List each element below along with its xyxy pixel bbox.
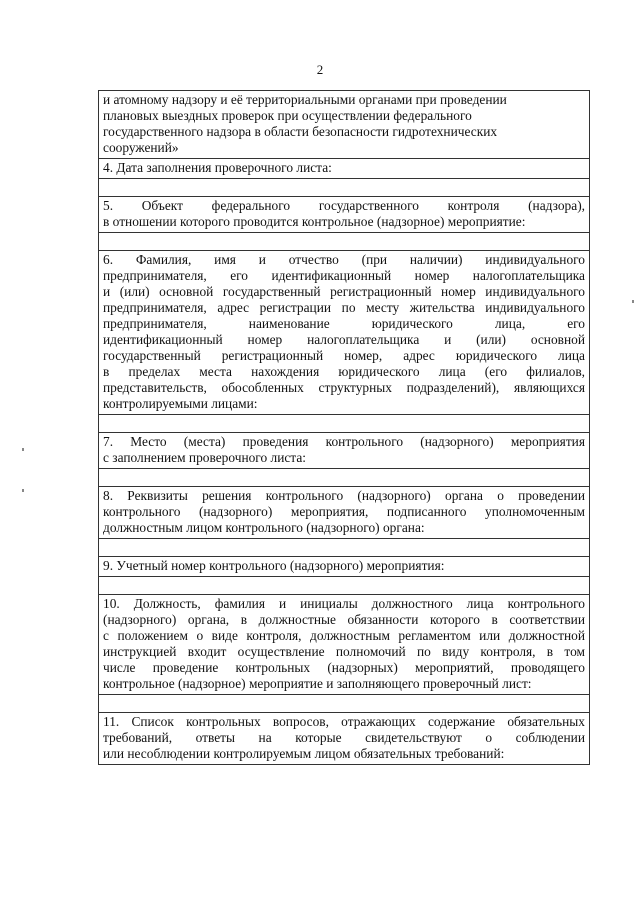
text-line: 9. Учетный номер контрольного (надзорного) мероприятия: xyxy=(103,558,445,573)
scan-mark xyxy=(22,489,24,492)
text-line: и атомному надзору и её территориальными органами при проведении xyxy=(103,92,507,107)
text-line: 4. Дата заполнения проверочного листа: xyxy=(103,160,332,175)
text-line: идентификационный номер налогоплательщика и (или) основной xyxy=(103,332,585,347)
row-9-answer-field[interactable] xyxy=(99,577,589,595)
text-line: предпринимателя, наименование юридического лица, его xyxy=(103,316,585,331)
text-line: с положением о виде контроля, должностным регламентом или должностной xyxy=(103,628,585,643)
row-7-answer-field[interactable] xyxy=(99,469,589,487)
row-10-answer-field[interactable] xyxy=(99,695,589,713)
text-line: контрольное (надзорное) мероприятие и заполняющего проверочный лист: xyxy=(103,676,532,691)
text-line: (надзорного) органа, в должностные обязанности которого в соответствии xyxy=(103,612,585,627)
text-line: 10. Должность, фамилия и инициалы должностного лица контрольного xyxy=(103,596,585,611)
text-line: 8. Реквизиты решения контрольного (надзорного) органа о проведении xyxy=(103,488,585,503)
text-line: в отношении которого проводится контрольное (надзорное) мероприятие: xyxy=(103,214,526,229)
row-4-answer-field[interactable] xyxy=(99,179,589,197)
text-line: контролируемыми лицами: xyxy=(103,396,258,411)
row-6-controlled-person xyxy=(99,251,589,415)
row-6-answer-field[interactable] xyxy=(99,415,589,433)
row-9-registration-number xyxy=(99,557,589,577)
text-line: или несоблюдении контролируемым лицом обязательных требований: xyxy=(103,746,505,761)
text-line: государственного надзора в области безопасности гидротехнических xyxy=(103,124,498,139)
checklist-table xyxy=(98,90,590,765)
row-10-official xyxy=(99,595,589,695)
text-line: 5. Объект федерального государственного контроля (надзора), xyxy=(103,198,585,213)
text-line: сооружений» xyxy=(103,140,179,155)
text-line: представительств, обособленных структурных подразделений), являющихся xyxy=(103,380,585,395)
row-8-answer-field[interactable] xyxy=(99,539,589,557)
text-line: инструкцией входит осуществление полномочий по виду контроля, в том xyxy=(103,644,585,659)
text-line: 11. Список контрольных вопросов, отражающих содержание обязательных xyxy=(103,714,585,729)
scan-mark xyxy=(22,448,24,451)
row-4-date xyxy=(99,159,589,179)
text-line: 6. Фамилия, имя и отчество (при наличии) индивидуального xyxy=(103,252,585,267)
scan-mark xyxy=(632,300,634,303)
row-7-place xyxy=(99,433,589,469)
text-line: требований, ответы на которые свидетельствуют о соблюдении xyxy=(103,730,585,745)
text-line: в пределах места нахождения юридического лица (его филиалов, xyxy=(103,364,585,379)
row-5-answer-field[interactable] xyxy=(99,233,589,251)
text-line: государственный регистрационный номер, адрес юридического лица xyxy=(103,348,585,363)
text-line: предпринимателя, адрес регистрации по месту жительства индивидуального xyxy=(103,300,585,315)
text-line: и (или) основной государственный регистрационный номер индивидуального xyxy=(103,284,585,299)
text-line: 7. Место (места) проведения контрольного (надзорного) мероприятия xyxy=(103,434,585,449)
text-line: должностным лицом контрольного (надзорного) органа: xyxy=(103,520,425,535)
text-line: предпринимателя, его идентификационный номер налогоплательщика xyxy=(103,268,585,283)
text-line: с заполнением проверочного листа: xyxy=(103,450,306,465)
row-8-decision-details xyxy=(99,487,589,539)
row-header-continuation xyxy=(99,91,589,159)
page-number: 2 xyxy=(316,62,324,77)
row-11-questions-list xyxy=(99,713,589,765)
text-line: числе проведение контрольных (надзорных) мероприятий, проводящего xyxy=(103,660,585,675)
text-line: контрольного (надзорного) мероприятия, подписанного уполномоченным xyxy=(103,504,585,519)
text-line: плановых выездных проверок при осуществлении федерального xyxy=(103,108,472,123)
row-5-object xyxy=(99,197,589,233)
